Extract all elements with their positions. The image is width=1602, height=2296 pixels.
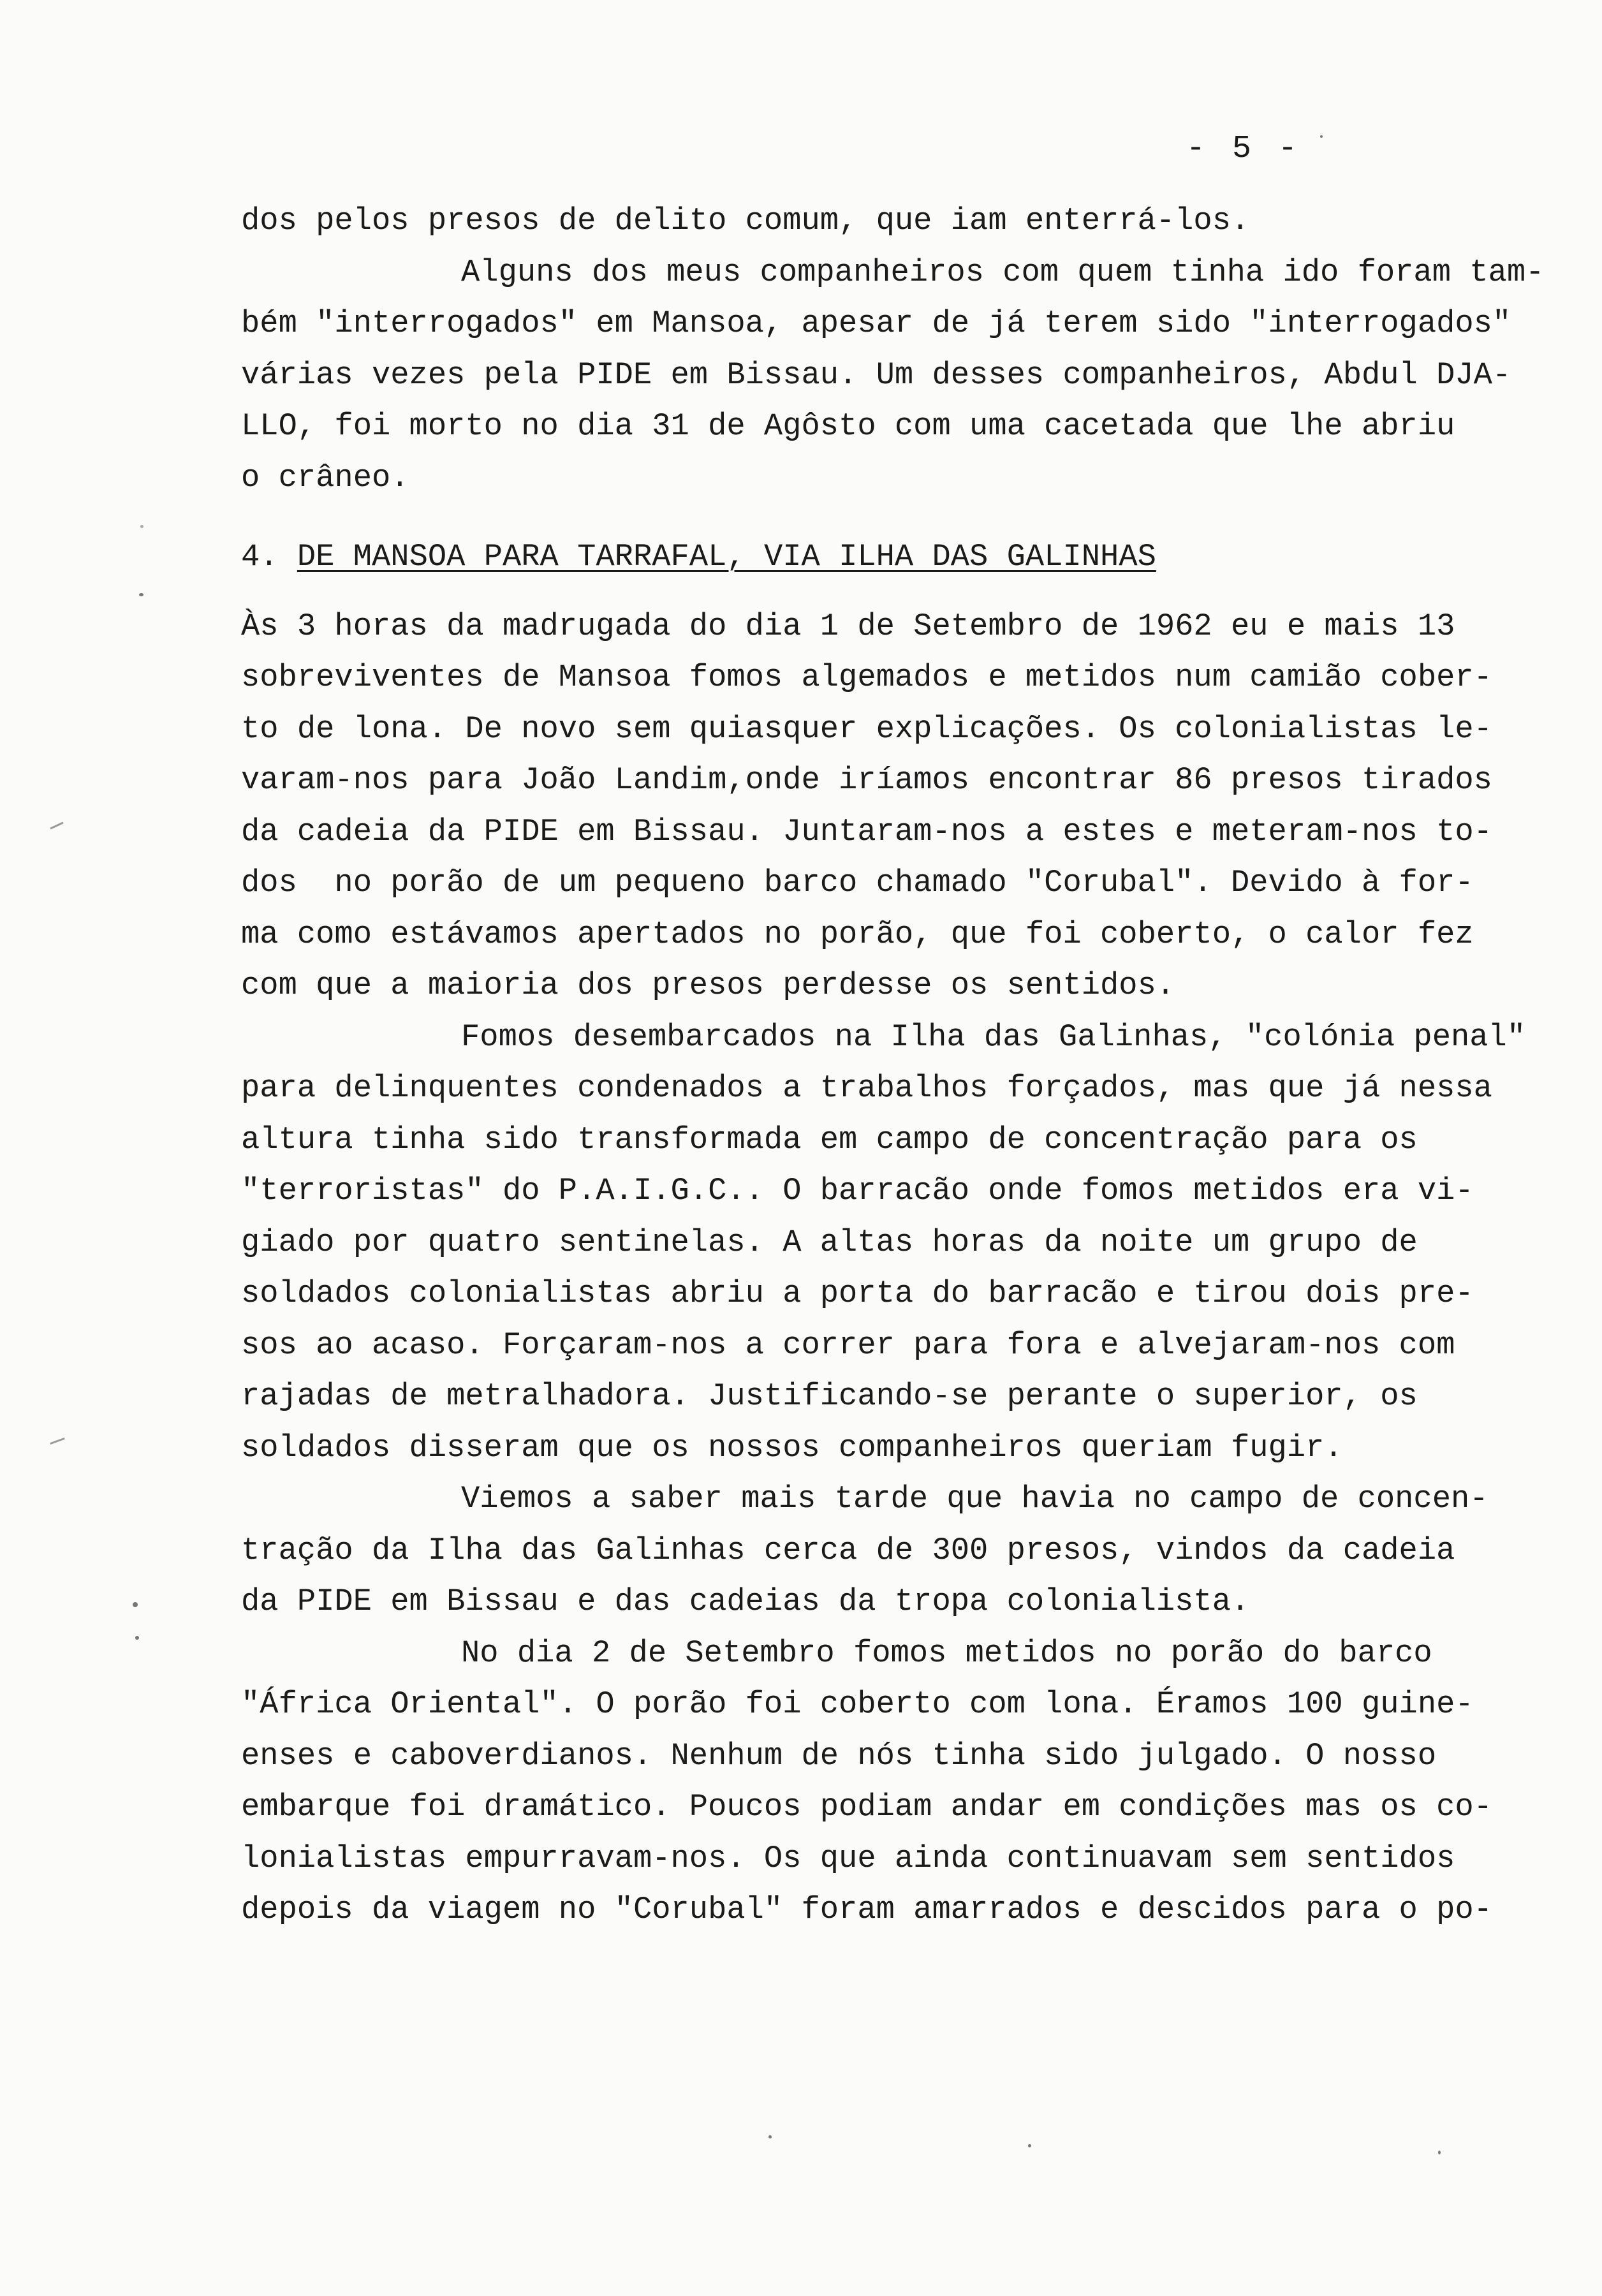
text-line: da PIDE em Bissau e das cadeias da tropa colonialista. [241,1584,1250,1619]
text-line: Às 3 horas da madrugada do dia 1 de Setembro de 1962 eu e mais 13 [241,608,1455,644]
scan-speck [133,1602,138,1607]
text-line: sobreviventes de Mansoa fomos algemados e metidos num camião cober- [241,659,1492,695]
text-line: depois da viagem no "Corubal" foram amarrados e descidos para o po- [241,1892,1492,1927]
scan-speck [135,1636,139,1640]
paragraph-2 [241,601,1529,1012]
text-line: sos ao acaso. Forçaram-nos a correr para fora e alvejaram-nos com [241,1327,1455,1363]
paragraph-3 [241,1012,1529,1474]
text-line: tração da Ilha das Galinhas cerca de 300 presos, vindos da cadeia [241,1532,1455,1568]
text-line: varam-nos para João Landim,onde iríamos encontrar 86 presos tirados [241,762,1492,798]
section-title: DE MANSOA PARA TARRAFAL, VIA ILHA DAS GALINHAS [297,539,1156,575]
text-line: ma como estávamos apertados no porão, que foi coberto, o calor fez [241,916,1474,952]
text-line: embarque foi dramático. Poucos podiam andar em condições mas os co- [241,1789,1492,1825]
scan-speck [1320,135,1323,138]
scan-speck [768,2135,772,2138]
text-line: dos no porão de um pequeno barco chamado "Corubal". Devido à for- [241,865,1474,901]
scan-speck [1438,2151,1441,2154]
scan-mark [50,1438,65,1445]
text-line: da cadeia da PIDE em Bissau. Juntaram-nos a estes e meteram-nos to- [241,813,1492,850]
text-line: Alguns dos meus companheiros com quem tinha ido foram tam- [461,254,1545,290]
paragraph-1 [241,247,1545,504]
text-line: Fomos desembarcados na Ilha das Galinhas, "colónia penal" [461,1019,1526,1055]
text-line: to de lona. De novo sem quiasquer explicações. Os colonialistas le- [241,710,1492,747]
scan-speck [1028,2144,1031,2147]
text-line: para delinquentes condenados a trabalhos forçados, mas que já nessa [241,1070,1492,1106]
scan-mark [50,821,63,829]
paragraph-4 [241,1473,1529,1628]
text-line: soldados colonialistas abriu a porta do barracão e tirou dois pre- [241,1276,1474,1311]
text-line: enses e caboverdianos. Nenhum de nós tinha sido julgado. O nosso [241,1737,1437,1774]
text-line: dos pelos presos de delito comum, que iam enterrá-los. [241,203,1250,239]
text-line: altura tinha sido transformada em campo de concentração para os [241,1121,1418,1158]
text-line: No dia 2 de Setembro fomos metidos no porão do barco [461,1635,1432,1671]
text-line: lonialistas empurravam-nos. Os que ainda continuavam sem sentidos [241,1840,1455,1876]
document-body [241,195,1545,1936]
paragraph-5 [241,1628,1529,1936]
text-line: o crâneo. [241,459,409,496]
text-line: "terroristas" do P.A.I.G.C.. O barracão onde fomos metidos era vi- [241,1173,1474,1209]
text-line: LLO, foi morto no dia 31 de Agôsto com uma cacetada que lhe abriu [241,408,1455,444]
text-line: Viemos a saber mais tarde que havia no campo de concen- [461,1481,1488,1517]
text-line: várias vezes pela PIDE em Bissau. Um desses companheiros, Abdul DJA- [241,357,1511,393]
scan-speck [139,593,143,596]
scan-speck [140,525,143,528]
text-line: "África Oriental". O porão foi coberto com lona. Éramos 100 guine- [241,1686,1474,1722]
section-heading [241,531,1529,583]
page-number: - 5 - [1186,131,1302,167]
text-line: bém "interrogados" em Mansoa, apesar de já terem sido "interrogados" [241,305,1511,341]
text-line: giado por quatro sentinelas. A altas horas da noite um grupo de [241,1224,1418,1260]
section-number: 4. [241,539,279,575]
text-line: com que a maioria dos presos perdesse os sentidos. [241,968,1175,1003]
text-line: soldados disseram que os nossos companheiros queriam fugir. [241,1429,1343,1466]
text-line: rajadas de metralhadora. Justificando-se perante o superior, os [241,1378,1418,1414]
